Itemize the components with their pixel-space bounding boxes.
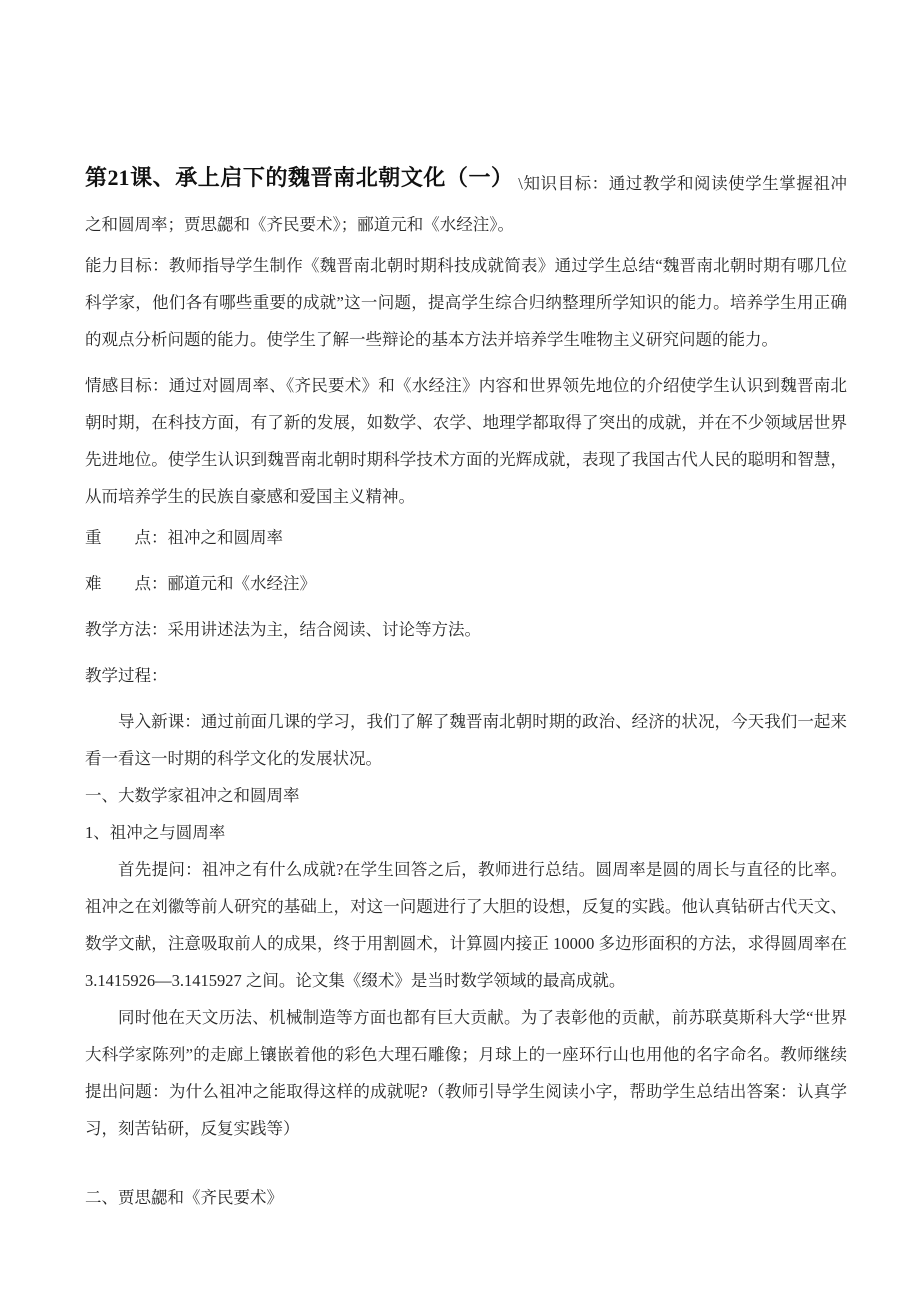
emotion-objective-line: 朝时期，在科技方面，有了新的发展，如数学、农学、地理学都取得了突出的成就，并在不少领域居世界 xyxy=(85,413,847,432)
ability-objective-line: 的观点分析问题的能力。使学生了解一些辩论的基本方法并培养学生唯物主义研究问题的能力。 xyxy=(85,330,778,349)
ability-objective-line: 科学家，他们各有哪些重要的成就”这一问题，提高学生综合归纳整理所学知识的能力。培养学生用正确 xyxy=(85,293,847,312)
contributions-line: 提出问题：为什么祖冲之能取得这样的成就呢?（教师引导学生阅读小字，帮助学生总结出答案：认真学 xyxy=(85,1082,847,1101)
emotion-objective-line: 情感目标：通过对圆周率、《齐民要术》和《水经注》内容和世界领先地位的介绍使学生认识到魏晋南北 xyxy=(85,376,847,395)
contributions-line: 大科学家陈列”的走廊上镶嵌着他的彩色大理石雕像；月球上的一座环行山也用他的名字命名。教师继续 xyxy=(85,1045,847,1064)
contributions-line: 同时他在天文历法、机械制造等方面也都有巨大贡献。为了表彰他的贡献，前苏联莫斯科大学“世界 xyxy=(118,1008,847,1027)
ability-objective-paragraph xyxy=(85,247,847,358)
section1-heading: 一、大数学家祖冲之和圆周率 xyxy=(85,786,300,805)
pi-paragraph-line: 祖冲之在刘徽等前人研究的基础上，对这一问题进行了大胆的设想，反复的实践。他认真钻研古代天文、 xyxy=(85,897,847,916)
contributions-line: 习，刻苦钻研，反复实践等） xyxy=(85,1119,300,1138)
teaching-method: 教学方法：采用讲述法为主，结合阅读、讨论等方法。 xyxy=(85,620,481,639)
pi-paragraph-line: 首先提问：祖冲之有什么成就?在学生回答之后，教师进行总结。圆周率是圆的周长与直径的比率。 xyxy=(118,860,847,879)
knowledge-objective-continuation: 之和圆周率；贾思勰和《齐民要术》；郦道元和《水经注》。 xyxy=(85,215,514,234)
difficult-point: 难 点：郦道元和《水经注》 xyxy=(85,574,316,593)
emotion-objective-line: 先进地位。使学生认识到魏晋南北朝时期科学技术方面的光辉成就，表现了我国古代人民的聪明和智慧， xyxy=(85,450,847,469)
intro-line: 导入新课：通过前面几课的学习，我们了解了魏晋南北朝时期的政治、经济的状况，今天我们一起来 xyxy=(118,712,847,731)
key-point: 重 点：祖冲之和圆周率 xyxy=(85,528,283,547)
heading-line xyxy=(85,156,847,206)
pi-paragraph-line: 数学文献，注意吸取前人的成果，终于用割圆术，计算圆内接正 10000 多边形面积的方法，求得圆周率在 xyxy=(85,934,847,953)
document-content xyxy=(85,156,847,1216)
ability-objective-line: 能力目标：教师指导学生制作《魏晋南北朝时期科技成就简表》通过学生总结“魏晋南北朝时期有哪几位 xyxy=(85,256,847,275)
intro-paragraph xyxy=(85,703,847,777)
section2-heading: 二、贾思勰和《齐民要术》 xyxy=(85,1188,283,1207)
course-title: 第21课、承上启下的魏晋南北朝文化（一） xyxy=(85,165,514,190)
emotion-objective-line: 从而培养学生的民族自豪感和爱国主义精神。 xyxy=(85,487,415,506)
teaching-process: 教学过程： xyxy=(85,666,168,685)
emotion-objective-paragraph xyxy=(85,367,847,515)
knowledge-objective-note: \知识目标：通过教学和阅读使学生掌握祖冲 xyxy=(518,174,847,193)
subsection1-heading: 1、祖冲之与圆周率 xyxy=(85,823,226,842)
intro-line: 看一看这一时期的科学文化的发展状况。 xyxy=(85,749,382,768)
pi-paragraph-line: 3.1415926—3.1415927 之间。论文集《缀术》是当时数学领域的最高成就。 xyxy=(85,971,626,990)
pi-paragraph xyxy=(85,851,847,999)
contributions-paragraph xyxy=(85,999,847,1147)
